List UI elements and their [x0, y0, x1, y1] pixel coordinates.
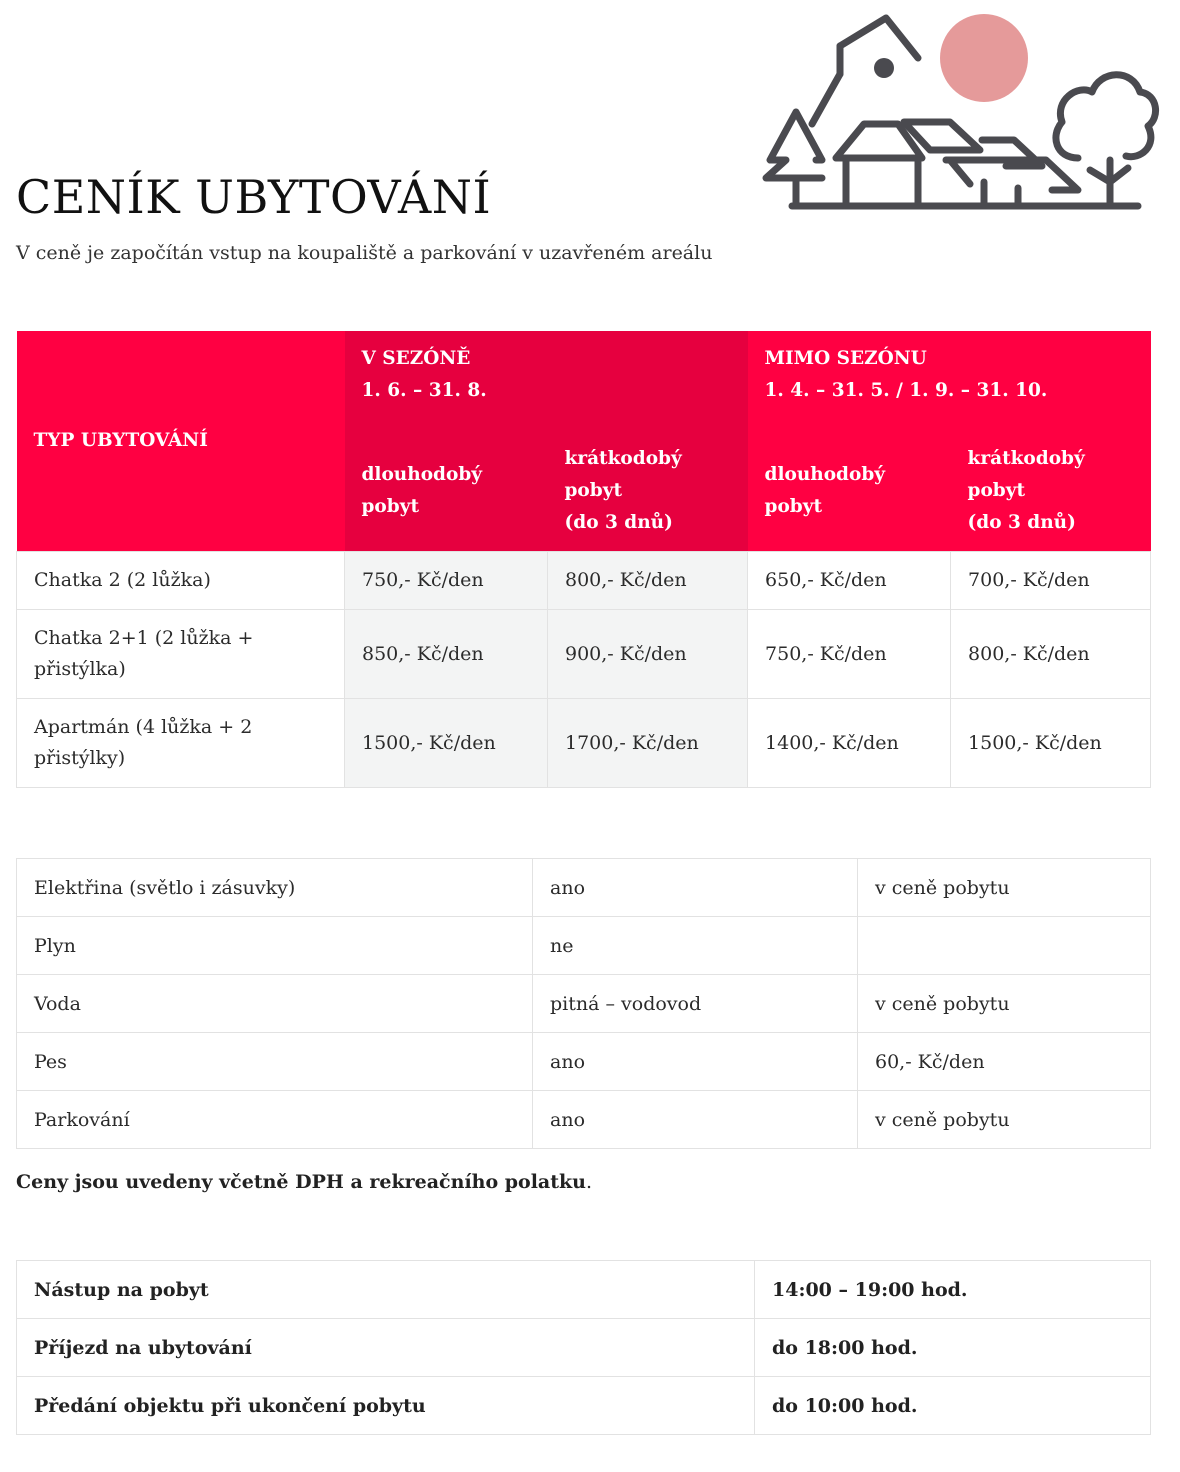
service-value: ano	[533, 1091, 858, 1149]
service-name: Plyn	[17, 917, 533, 975]
time-value: do 18:00 hod.	[755, 1319, 1151, 1377]
sub-header-line: pobyt	[361, 496, 420, 517]
service-value: ne	[533, 917, 858, 975]
service-price	[858, 917, 1151, 975]
table-row	[17, 975, 1151, 1033]
header-accommodation-type: TYP UBYTOVÁNÍ	[17, 331, 345, 552]
sub-header-line: pobyt	[564, 480, 623, 501]
time-value: 14:00 – 19:00 hod.	[755, 1261, 1151, 1319]
price-cell: 1500,- Kč/den	[345, 699, 548, 788]
price-note-text: Ceny jsou uvedeny včetně DPH a rekreačního polatku	[16, 1171, 586, 1193]
sub-header-line: (do 3 dnů)	[564, 512, 673, 533]
table-row	[17, 1261, 1151, 1319]
sub-header-line: dlouhodobý	[361, 464, 483, 485]
header-season-short-stay	[548, 431, 748, 552]
page-title: CENÍK UBYTOVÁNÍ	[16, 170, 492, 224]
sub-header-line: krátkodobý	[564, 448, 682, 469]
price-cell: 800,- Kč/den	[951, 610, 1151, 699]
header-off-season	[748, 331, 1151, 431]
table-row	[17, 1033, 1151, 1091]
table-row	[17, 859, 1151, 917]
price-cell: 850,- Kč/den	[345, 610, 548, 699]
service-name: Parkování	[17, 1091, 533, 1149]
service-name: Voda	[17, 975, 533, 1033]
page-subtitle: V ceně je započítán vstup na koupaliště a parkování v uzavřeném areálu	[16, 242, 713, 264]
price-note-end: .	[586, 1171, 593, 1193]
accommodation-type-cell: Chatka 2 (2 lůžka)	[17, 552, 345, 610]
cottage-illustration-icon	[760, 10, 1160, 215]
header-off-season-long-stay	[748, 431, 951, 552]
table-row	[17, 1091, 1151, 1149]
price-note	[16, 1171, 592, 1193]
table-row	[17, 552, 1151, 610]
table-row	[17, 699, 1151, 788]
price-cell: 750,- Kč/den	[345, 552, 548, 610]
header-season-dates: 1. 6. – 31. 8.	[361, 380, 487, 401]
time-label: Příjezd na ubytování	[17, 1319, 755, 1377]
time-label: Předání objektu při ukončení pobytu	[17, 1377, 755, 1435]
table-row	[17, 1377, 1151, 1435]
service-value: ano	[533, 859, 858, 917]
time-label: Nástup na pobyt	[17, 1261, 755, 1319]
accommodation-type-cell: Apartmán (4 lůžka + 2 přistýlky)	[17, 699, 345, 788]
header-off-season-short-stay	[951, 431, 1151, 552]
service-value: pitná – vodovod	[533, 975, 858, 1033]
price-cell: 750,- Kč/den	[748, 610, 951, 699]
price-cell: 650,- Kč/den	[748, 552, 951, 610]
price-cell: 1400,- Kč/den	[748, 699, 951, 788]
service-name: Elektřina (světlo i zásuvky)	[17, 859, 533, 917]
service-price: v ceně pobytu	[858, 859, 1151, 917]
sub-header-line: (do 3 dnů)	[967, 512, 1076, 533]
sub-header-line: pobyt	[967, 480, 1026, 501]
services-table	[16, 858, 1151, 1149]
header-season-long-stay	[345, 431, 548, 552]
price-cell: 800,- Kč/den	[548, 552, 748, 610]
time-value: do 10:00 hod.	[755, 1377, 1151, 1435]
service-price: v ceně pobytu	[858, 1091, 1151, 1149]
header-off-season-dates: 1. 4. – 31. 5. / 1. 9. – 31. 10.	[764, 380, 1048, 401]
price-cell: 900,- Kč/den	[548, 610, 748, 699]
price-cell: 1700,- Kč/den	[548, 699, 748, 788]
service-name: Pes	[17, 1033, 533, 1091]
times-table	[16, 1260, 1151, 1435]
table-row	[17, 917, 1151, 975]
header-off-season-label: MIMO SEZÓNU	[764, 348, 927, 369]
service-price: v ceně pobytu	[858, 975, 1151, 1033]
service-price: 60,- Kč/den	[858, 1033, 1151, 1091]
table-row	[17, 1319, 1151, 1377]
sub-header-line: krátkodobý	[967, 448, 1085, 469]
header-season-label: V SEZÓNĚ	[361, 348, 471, 369]
price-cell: 700,- Kč/den	[951, 552, 1151, 610]
table-row	[17, 610, 1151, 699]
price-cell: 1500,- Kč/den	[951, 699, 1151, 788]
header-season	[345, 331, 748, 431]
sub-header-line: dlouhodobý	[764, 464, 886, 485]
accommodation-type-cell: Chatka 2+1 (2 lůžka + přistýlka)	[17, 610, 345, 699]
sub-header-line: pobyt	[764, 496, 823, 517]
price-table	[16, 331, 1151, 788]
service-value: ano	[533, 1033, 858, 1091]
